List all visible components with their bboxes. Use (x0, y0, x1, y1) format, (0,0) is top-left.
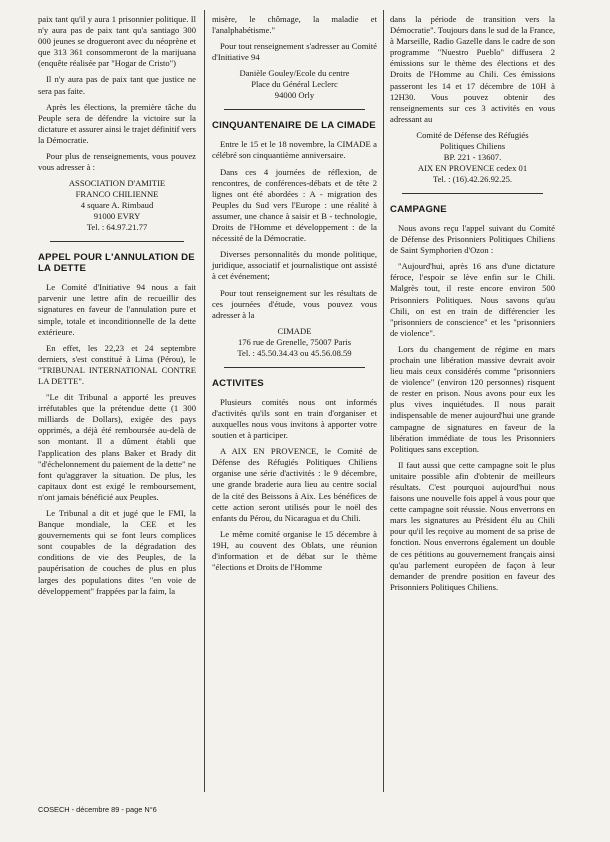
paragraph: En effet, les 22,23 et 24 septembre derniers, s'est constitué à Lima (Pérou), le "TRIBUNAL INTERNATIONAL CONTRE LA DETTE". (38, 342, 196, 386)
paragraph: "Le dit Tribunal a apporté les preuves irréfutables que la prétendue dette (1 300 milliards de Dollars), exigée des pays opprimés, a déjà été remboursée au-delà de son montant. Il a dûment établi que l'application des plans Baker et Brady dit "d'échelonnement du paiement de la dette" ne font qu'aggraver la situation. De plus, les capitaux dont est exigé le remboursement, n'ont jamais bénéficié aux Peuples. (38, 392, 196, 502)
paragraph: "Aujourd'hui, après 16 ans d'une dictature féroce, l'espoir se lève enfin sur le Chili. Malgrès tout, il reste encore environ 500 Prisonniers Politiques. Nous savons qu'au Chili, on est en train de différencier les "prisonniers de conscience" et les "prisonniers de violence". (390, 261, 555, 338)
paragraph: Dans ces 4 journées de réflexion, de rencontres, de conférences-débats et de tête 2 lignes ont été abordées : A - migration des Peuples du Sud vers l'Europe : une réalité à assumer, une chance à saisir et B - technologie, Droits de l'Homme et développement : de la nécessité de la Démocratie. (212, 166, 377, 244)
section-divider (402, 193, 543, 194)
paragraph: Le même comité organise le 15 décembre à 19H, au couvent des Oblats, une réunion d'information et de débat sur le thème "élections et Droits de l'Homme (212, 528, 377, 573)
section-heading: APPEL POUR L'ANNULATION DE LA DETTE (38, 252, 195, 275)
paragraph: Il n'y aura pas de paix tant que justice ne sera pas faite. (38, 74, 196, 96)
paragraph: misère, le chômage, la maladie et l'analphabétisme." (212, 14, 377, 36)
paragraph: Pour tout renseignement s'adresser au Comité d'Initiative 94 (212, 41, 377, 63)
section-heading: ACTIVITES (212, 377, 264, 389)
paragraph: paix tant qu'il y aura 1 prisonnier politique. Il n'y aura pas de paix tant qu'a santiago 300 000 jeunes se drogueront avec du néoprène et que 313 361 consommeront de la marijuana (enquête réalisée par "Hogar de Cristo") (38, 14, 196, 69)
section-divider (224, 109, 365, 110)
column-1 (38, 14, 196, 602)
page-footer: COSECH - décembre 89 - page N°6 (38, 805, 157, 814)
contact-address: CIMADE 176 rue de Grenelle, 75007 Paris Tel. : 45.50.34.43 ou 45.56.08.59 (237, 325, 352, 358)
paragraph: Plusieurs comités nous ont informés d'activités qu'ils sont en train d'organiser et auxquelles nous vous invitons à apporter votre soutien et à participer. (212, 396, 377, 441)
section-divider (50, 241, 184, 242)
paragraph: Diverses personnalités du monde politique, juridique, associatif et journalistique ont assisté à cet événement; (212, 249, 377, 282)
paragraph: Le Tribunal a dit et jugé que le FMI, la Banque mondiale, la CEE et les gouvernements qui se font leurs complices sont coupables de la dégradation des conditions de vie des Peuples, de la paupérisation de couches de plus en plus larges des populations dites "en voie de développement" frappées par la faim, la (38, 508, 196, 596)
paragraph: Il faut aussi que cette campagne soit le plus unitaire possible afin d'obtenir de meilleurs résultats. C'est pourquoi aujourd'hui nous faisons une nouvelle fois appel à vous pour que cette campagne soit réussie. Nous enverrons en mars les signatures au Président élu au Chili pour qu'il les reçoive au moment de sa prise de fonction. Nous enverrons également un double de ces pétitions au gouvernement français ainsi qu'au parlement européen de façon à leur demander de prendre position en faveur des Prisonniers Politiques Chiliens. (390, 459, 555, 592)
paragraph: Lors du changement de régime en mars prochain une libération massive devrait avoir lieu mais ceux considérés comme "prisonniers de violence" (environ 120 personnes) risquent de rester en prison. Nous avons pour eux les plus vives inquiétudes. Il nous parait indispensable de mener aujourd'hui une grande campagne de signatures en faveur de la libération immédiate de tous les Prisonniers Politiques sans exception. (390, 343, 555, 454)
section-heading: CINQUANTENAIRE DE LA CIMADE (212, 120, 376, 132)
contact-address: Comité de Défense des Réfugiés Politiques Chiliens BP. 221 - 13607. AIX EN PROVENCE cedex 01 Tel. : (16).42.26.92.25. (416, 129, 529, 184)
column-3 (390, 14, 555, 598)
paragraph: Pour tout renseignement sur les résultats de ces journées d'étude, vous pouvez vous adresser à la (212, 287, 377, 320)
contact-address: Danièle Gouley/Ecole du centre Place du Général Leclerc 94000 Orly (239, 68, 350, 101)
paragraph: Pour plus de renseignements, vous pouvez vous adresser à : (38, 151, 196, 173)
paragraph: Après les élections, la première tâche du Peuple sera de défendre la victoire sur la dictature et assurer ainsi le trajet définitif vers la Démocratie. (38, 101, 196, 145)
column-rule-left (204, 10, 205, 792)
paragraph: Nous avons reçu l'appel suivant du Comité de Défense des Prisonniers Politiques Chiliens de Saint Symphorien d'Ozon : (390, 222, 555, 256)
column-2 (212, 14, 377, 578)
contact-address: ASSOCIATION D'AMITIE FRANCO CHILIENNE 4 square A. Rimbaud 91000 EVRY Tel. : 64.97.21.77 (68, 178, 166, 233)
paragraph: A AIX EN PROVENCE, le Comité de Défense des Réfugiés Politiques Chiliens organise une série d'activités : le 9 décembre, une grande braderie aura lieu au centre social de la cité des Beissons à Aix. Les bénéfices de cette action seront utilisés pour le noël des enfants du Pérou, du Nicaragua et du Chili. (212, 446, 377, 523)
paragraph: Entre le 15 et le 18 novembre, la CIMADE a célébré son cinquantième anniversaire. (212, 139, 377, 161)
paragraph: Le Comité d'Initiative 94 nous a fait parvenir une lettre afin de recueillir des signatures en faveur de l'annulation pure et simple, totale et inconditionnelle de la dette extérieure. (38, 282, 196, 337)
paragraph: dans la période de transition vers la Démocratie". Toujours dans le sud de la France, à Marseille, Radio Gazelle dans le cadre de son programme "Nuestro Pueblo" diffusera 2 émissions sur le thème des élections et des Droits de l'Homme au Chili. Ces émissions passeront les 14 et 17 décembre de 10H à 12H30. Vous pouvez obtenir des renseignements sur ces 3 activités en vous adressant au (390, 14, 555, 124)
column-rule-right (383, 10, 384, 792)
section-heading: CAMPAGNE (390, 203, 447, 215)
section-divider (224, 367, 365, 368)
